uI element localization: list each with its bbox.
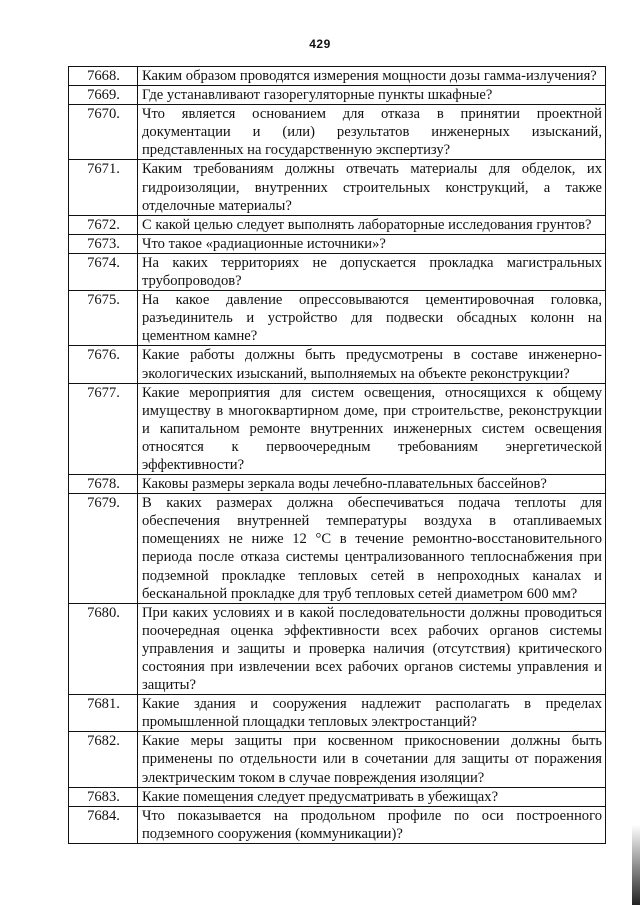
question-text: При каких условиях и в какой последовательности должны проводиться поочередная оценка эффективности всех рабочих органов системы управления и защиты и проверка наличия (отсутствия) критического состояния при извлечении всех рабочих органов системы управления и защиты? (138, 603, 606, 694)
table-row (69, 234, 606, 253)
question-text: Каким образом проводятся измерения мощности дозы гамма-излучения? (138, 67, 606, 86)
question-text: Что такое «радиационные источники»? (138, 234, 606, 253)
question-text: На какое давление опрессовываются цементировочная головка, разъединитель и устройство для подвески обсадных колонн на цементном камне? (138, 291, 606, 346)
question-text: Какие здания и сооружения надлежит располагать в пределах промышленной площадки тепловых электростанций? (138, 695, 606, 732)
question-number: 7684. (69, 806, 138, 843)
table-row (69, 494, 606, 604)
table-row (69, 346, 606, 383)
question-text: С какой целью следует выполнять лабораторные исследования грунтов? (138, 215, 606, 234)
question-number: 7676. (69, 346, 138, 383)
question-text: Какие работы должны быть предусмотрены в составе инженерно-экологических изысканий, выполняемых на объекте реконструкции? (138, 346, 606, 383)
question-number: 7683. (69, 787, 138, 806)
question-text: Каковы размеры зеркала воды лечебно-плавательных бассейнов? (138, 475, 606, 494)
question-number: 7669. (69, 86, 138, 105)
question-text: Где устанавливают газорегуляторные пункты шкафные? (138, 86, 606, 105)
question-text: Какие мероприятия для систем освещения, относящихся к общему имуществу в многоквартирном доме, при строительстве, реконструкции и капитальном ремонте внутренних инженерных систем освещения относятся к первоочередным требованиям энергетической эффективности? (138, 383, 606, 474)
table-row (69, 253, 606, 290)
question-number: 7678. (69, 475, 138, 494)
table-row (69, 105, 606, 160)
question-number: 7668. (69, 67, 138, 86)
table-row (69, 86, 606, 105)
table-row (69, 806, 606, 843)
question-number: 7681. (69, 695, 138, 732)
table-row (69, 67, 606, 86)
table-row (69, 383, 606, 474)
table-row (69, 160, 606, 215)
table-row (69, 603, 606, 694)
question-number: 7679. (69, 494, 138, 604)
question-number: 7682. (69, 732, 138, 787)
question-text: Какие помещения следует предусматривать в убежищах? (138, 787, 606, 806)
scan-edge-shadow (632, 825, 640, 905)
question-text: На каких территориях не допускается прокладка магистральных трубопроводов? (138, 253, 606, 290)
question-text: Каким требованиям должны отвечать материалы для обделок, их гидроизоляции, внутренних строительных конструкций, а также отделочные материалы? (138, 160, 606, 215)
questions-table (68, 66, 606, 844)
question-number: 7680. (69, 603, 138, 694)
page-number: 429 (309, 37, 331, 51)
table-row (69, 732, 606, 787)
question-text: Какие меры защиты при косвенном прикосновении должны быть применены по отдельности или в сочетании для защиты от поражения электрическим током в случае повреждения изоляции? (138, 732, 606, 787)
table-row (69, 215, 606, 234)
table-row (69, 475, 606, 494)
question-text: Что показывается на продольном профиле по оси построенного подземного сооружения (коммуникации)? (138, 806, 606, 843)
question-number: 7675. (69, 291, 138, 346)
question-number: 7672. (69, 215, 138, 234)
question-number: 7677. (69, 383, 138, 474)
question-number: 7670. (69, 105, 138, 160)
table-row (69, 787, 606, 806)
table-row (69, 291, 606, 346)
question-text: В каких размерах должна обеспечиваться подача теплоты для обеспечения внутренней температуры воздуха в отапливаемых помещениях не ниже 12 °С в течение ремонтно-восстановительного периода после отказа системы централизованного теплоснабжения при подземной прокладке тепловых сетей в непроходных каналах и бесканальной прокладке для труб тепловых сетей диаметром 600 мм? (138, 494, 606, 604)
question-number: 7671. (69, 160, 138, 215)
question-number: 7673. (69, 234, 138, 253)
question-number: 7674. (69, 253, 138, 290)
table-row (69, 695, 606, 732)
question-text: Что является основанием для отказа в принятии проектной документации и (или) результатов инженерных изысканий, представленных на государственную экспертизу? (138, 105, 606, 160)
